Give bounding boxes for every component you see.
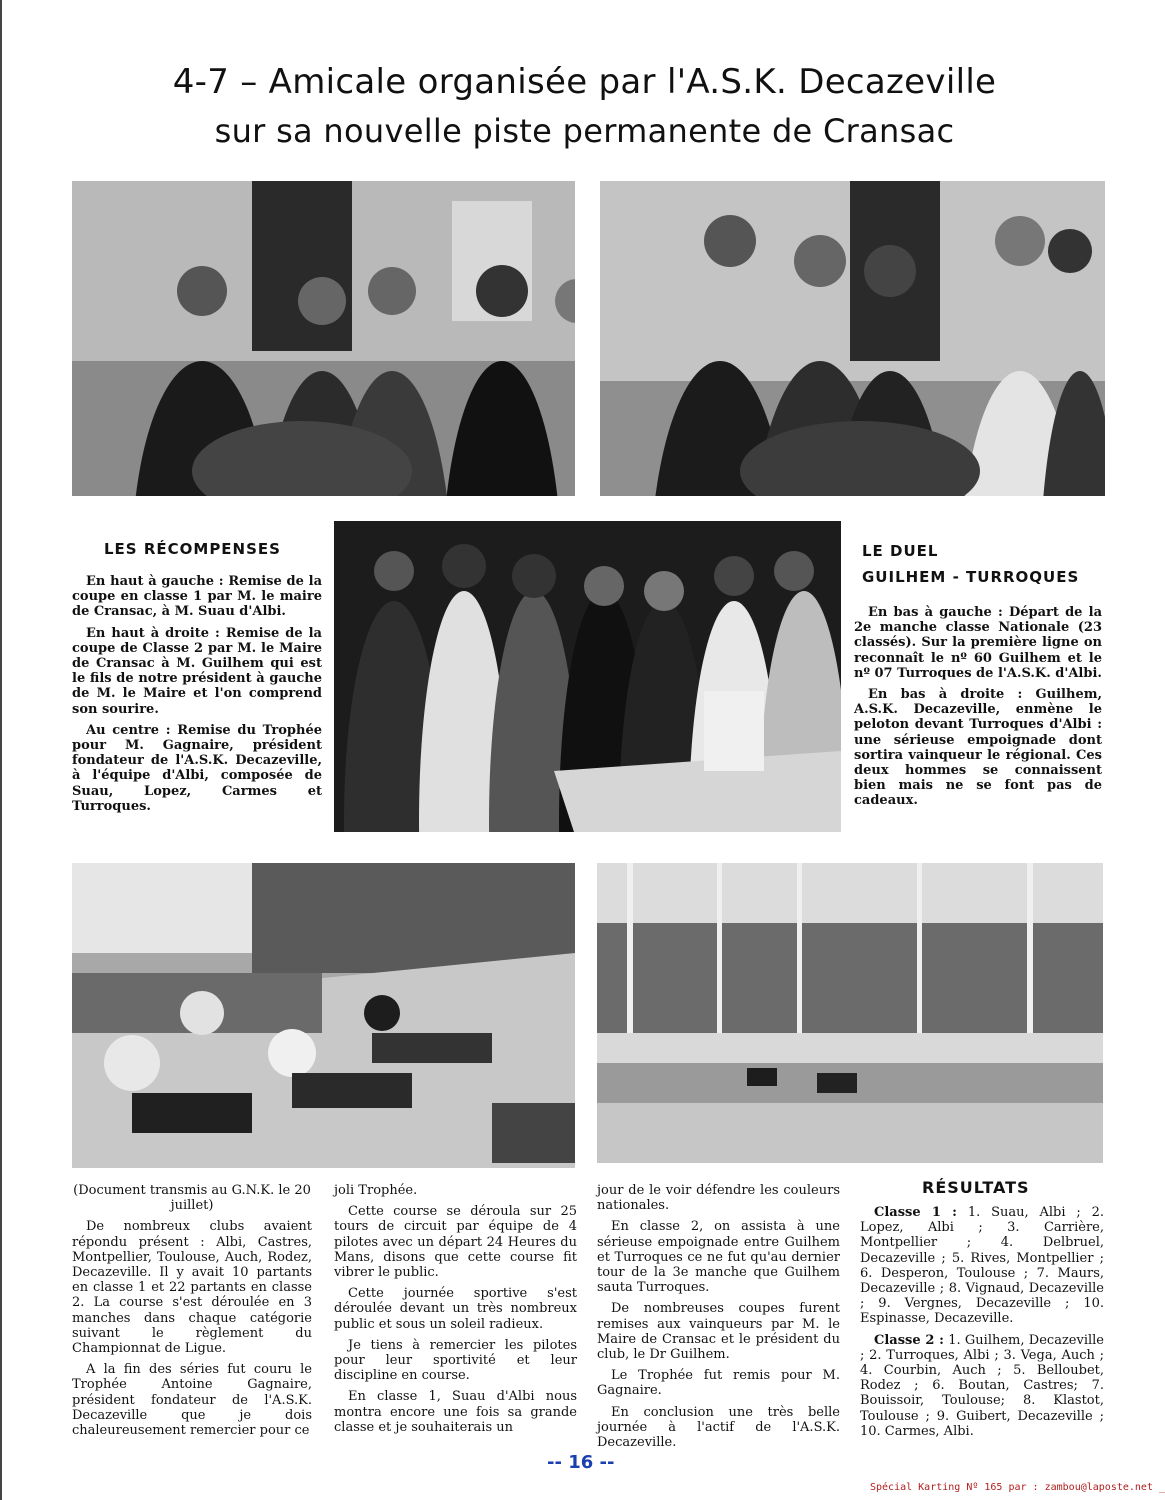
article-paragraph: En classe 2, on assista à une sérieuse empoignade entre Guilhem et Turroques ce ne fut qu'au dernier tour de la 3e manche que Guilhem sauta Turroques. [597,1219,840,1296]
article-paragraph: Cette journée sportive s'est déroulée devant un très nombreux public et sous un soleil radieux. [334,1286,577,1332]
article-column-2 [334,1183,577,1441]
classe-2-label: Classe 2 : [874,1332,944,1348]
article-paragraph: En classe 1, Suau d'Albi nous montra encore une fois sa grande classe et je souhaiterais un [334,1389,577,1435]
article-paragraph: A la fin des séries fut couru le Trophée Antoine Gagnaire, président fondateur de l'A.S.K. Decazeville que je dois chaleureusement remercier pour ce [72,1362,312,1439]
article-paragraph: jour de le voir défendre les couleurs nationales. [597,1183,840,1214]
document-credit: (Document transmis au G.N.K. le 20 juillet) [73,1183,311,1214]
footer-credit: Spécial Karting Nº 165 par : zambou@laposte.net _ [870,1482,1165,1493]
article-paragraph: De nombreux clubs avaient répondu présent : Albi, Castres, Montpellier, Toulouse, Auch, Rodez, Decazeville. Il y avait 10 partants en classe 1 et 22 partants en classe 2. La course s'est déroulée en 3 manches dans chaque catégorie suivant le règlement du Championnat de Ligue. [72,1219,312,1357]
photo-guilhem-peloton [597,863,1103,1163]
duel-text [854,605,1102,815]
article-paragraph: Le Trophée fut remis pour M. Gagnaire. [597,1368,840,1399]
article-title-line-2: sur sa nouvelle piste permanente de Cransac [214,112,955,150]
recompenses-heading: LES RÉCOMPENSES [104,540,281,558]
article-paragraph: Cette course se déroula sur 25 tours de circuit par équipe de 4 pilotes avec un départ 24 Heures du Mans, disons que cette course fit vibrer le public. [334,1204,577,1281]
classe-1-label: Classe 1 : [874,1205,957,1220]
duel-paragraph: En bas à droite : Guilhem, A.S.K. Decazeville, enmène le peloton devant Turroques d'Albi : une sérieuse empoignade dont sortira vainqueur le régional. Ces deux hommes se connaissent bien mais ne se font pas de cadeaux. [854,687,1102,809]
recompenses-paragraph: En haut à gauche : Remise de la coupe en classe 1 par M. le maire de Cransac, à M. Suau d'Albi. [72,574,322,620]
resultats-heading: RÉSULTATS [922,1178,1030,1197]
article-column-1 [72,1183,312,1444]
recompenses-paragraph: En haut à droite : Remise de la coupe de Classe 2 par M. le Maire de Cransac à M. Guilhem qui est le fils de notre président à gauche de M. le Maire et l'on comprend son sourire. [72,625,322,717]
article-column-3 [597,1183,840,1456]
page-number: -- 16 -- [547,1452,615,1473]
classe-2-ranking: 1. Guilhem, Decazeville ; 2. Turroques, Albi ; 3. Vega, Auch ; 4. Courbin, Auch ; 5. Belloubet, Rodez ; 6. Boutan, Castres; 7. Bouissoir, Toulouse; 8. Klastot, Toulouse ; 9. Guibert, Decazeville ; 10. Carmes, Albi. [860,1332,1105,1439]
article-paragraph: En conclusion une très belle journée à l'actif de l'A.S.K. Decazeville. [597,1404,840,1451]
article-paragraph: De nombreuses coupes furent remises aux vainqueurs par M. le Maire de Cransac et le président du club, le Dr Guilhem. [597,1301,840,1363]
photo-award-classe-1 [72,181,575,496]
article-paragraph: Je tiens à remercier les pilotes pour leur sportivité et leur discipline en course. [334,1337,577,1384]
photo-award-classe-2 [600,181,1105,496]
classe-1-ranking: 1. Suau, Albi ; 2. Lopez, Albi ; 3. Carrière, Montpellier ; 4. Delbruel, Decazeville ; 5. Rives, Montpellier ; 6. Desperon, Toulouse ; 7. Maurs, Decazeville ; 8. Vignaud, Decazeville ; 9. Vergnes, Decazeville ; 10. Espinasse, Decazeville. [860,1205,1104,1327]
article-title-line-1: 4-7 – Amicale organisée par l'A.S.K. Decazeville [172,62,997,102]
recompenses-text [72,574,322,820]
article-paragraph: joli Trophée. [334,1183,418,1198]
recompenses-paragraph: Au centre : Remise du Trophée pour M. Gagnaire, président fondateur de l'A.S.K. Decazeville, à l'équipe d'Albi, composée de Suau, Lopez, Carmes et Turroques. [72,722,322,814]
resultats-classe-2 [860,1333,1104,1439]
resultats-classe-1 [860,1205,1104,1327]
duel-paragraph: En bas à gauche : Départ de la 2e manche classe Nationale (23 classés). Sur la première ligne on reconnaît le nº 60 Guilhem et le nº 07 Turroques de l'A.S.K. d'Albi. [854,605,1102,681]
resultats-text [860,1205,1104,1445]
photo-depart-manche [72,863,575,1168]
photo-trophee-gagnaire [334,521,841,832]
duel-heading: LE DUEL [862,542,939,560]
duel-heading-names: GUILHEM - TURROQUES [862,568,1080,586]
